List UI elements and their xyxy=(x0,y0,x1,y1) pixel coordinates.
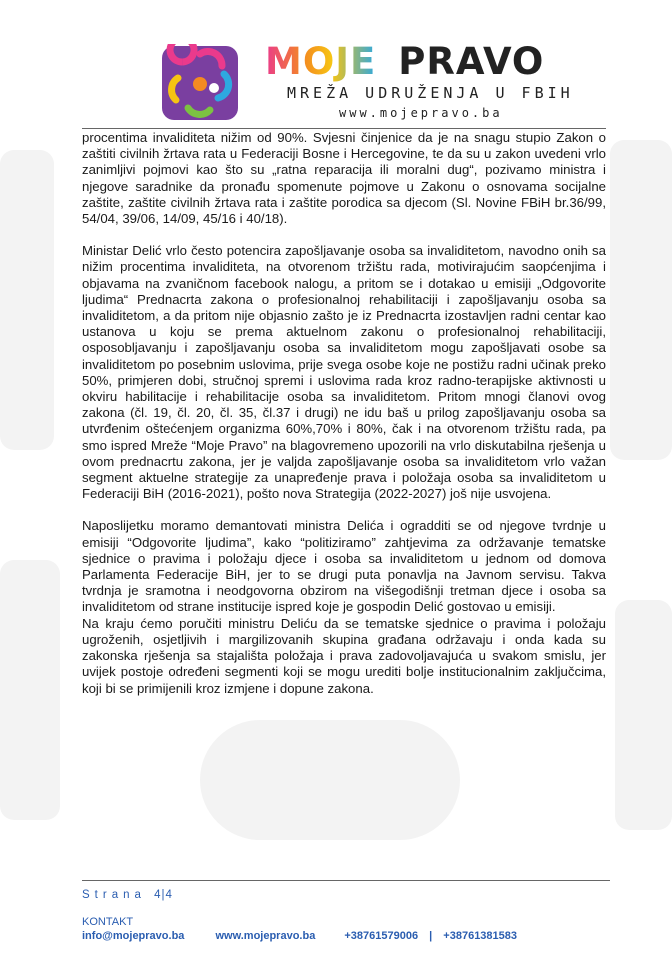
brand-name xyxy=(265,40,544,84)
page-number xyxy=(82,889,173,901)
watermark-shape xyxy=(200,720,460,840)
contact-separator: | xyxy=(429,930,433,942)
document-body xyxy=(82,130,606,697)
page-count: 4|4 xyxy=(154,889,173,901)
contact-phone-2[interactable]: +38761381583 xyxy=(443,930,518,942)
paragraph-4: Na kraju ćemo poručiti ministru Deliću da se tematske sjednice o pravima i položaju ugroženih, osjetljivih i margilizovanih skupina građana održavaju i onda kada su zakonska rješenja sa stajališta položaja i prava zadovoljavajuća u svakom smislu, jer uvijek postoje određeni segmenti koji se mogu urediti bolje institucionalnim zaključcima, koji bi se primijenili kroz izmjene i dopune zakona. xyxy=(82,615,606,696)
page-label: Strana xyxy=(82,889,146,901)
watermark-shape xyxy=(610,140,672,460)
brand-part-pravo: PRAVO xyxy=(398,40,545,83)
watermark-shape xyxy=(0,150,54,450)
contact-email[interactable]: info@mojepravo.ba xyxy=(82,930,185,942)
header-divider xyxy=(82,128,606,129)
watermark-shape xyxy=(0,560,60,820)
contact-line xyxy=(82,930,517,942)
brand-part-moje: MOJE xyxy=(265,40,377,83)
watermark-shape xyxy=(615,600,672,830)
contact-website[interactable]: www.mojepravo.ba xyxy=(215,930,316,942)
paragraph-2: Ministar Delić vrlo često potencira zapošljavanje osoba sa invaliditetom, navodno onih sa nižim procentima invaliditeta, na otvorenom tržištu rada, motivirajućim saopćenjima i objavama na zvaničnom facebook nalogu, a pritom se i dotakao u emisiji „Odgovorite ljudima“ Prednacrta zakona o profesionalnoj rehabilitaciji i zapošljavanju osoba sa invaliditetom, a da pritom nije objasnio zašto je iz Prednacrta izostavljen radni centar kao ustanova u koju se prema aktuelnom zakonu o profesionalnoj rehabilitaciji, osposobljavanju i zapošljavanju osoba sa invaliditetom mogu zapošljavati osobe sa invaliditetom po posebnim uslovima, prije svega osobe koje ne postižu radni učinak preko 50%, primjeren dobi, stručnoj spremi i uslovima rada kroz radno-terapijske aktivnosti u okviru habilitacije i rehabilitacije osoba sa invaliditetom. Pritom mnogi članovi ovog zakona (čl. 19, čl. 20, čl. 35, čl.37 i drugi) ne idu baš u prilog zapošljavanju osoba sa utvrđenim oštećenjem organizma 60%,70% i 80%, čak i na otvorenom tržištu rada, pa smo ispred Mreže “Moje Pravo” na blagovremeno upozorili na vrlo diskutabilna rješenja u ovom prednacrtu zakona, jer je valjda zapošljavanje osoba sa invaliditetom vrlo važan segment aktuelne strategije za unapređenje prava i položaja osoba sa invaliditetom u Federaciji BiH (2016-2021), pošto nova Strategija (2022-2027) još nije usvojena. xyxy=(82,243,606,502)
letterhead xyxy=(0,0,672,130)
brand-tagline: MREŽA UDRUŽENJA U FBIH xyxy=(287,84,574,102)
moje-pravo-logo-icon xyxy=(160,44,240,122)
footer-divider xyxy=(82,880,610,881)
contact-phone-1[interactable]: +38761579006 xyxy=(344,930,419,942)
contact-heading: KONTAKT xyxy=(82,916,134,928)
paragraph-1: procentima invaliditeta nižim od 90%. Svjesni činjenice da je na snagu stupio Zakon o zaštiti civilnih žrtava rata u Federaciji Bosne i Hercegovine, te da su u zakon uvedeni vrlo zanimljivi pojmovi kao što su „ratna reparacija ili moralni dug“, pozivamo ministra i njegove saradnike da pronađu spomenute pojmove u Zakonu o osnovama socijalne zaštite, zaštite civilnih žrtava rata i zaštite porodica sa djecom (Sl. Novine FBiH br.36/99, 54/04, 39/06, 14/09, 45/16 i 40/18). xyxy=(82,130,606,227)
header-website: www.mojepravo.ba xyxy=(339,106,503,120)
paragraph-3: Naposlijetku moramo demantovati ministra Delića i ogradditi se od njegove tvrdnje u emisiji “Odgovorite ljudima”, kako “politiziramo” zahtjevima za održavanje tematske sjednice o pravima i položaju djece i osoba sa invaliditetom u jednom od domova Parlamenta Federacije BiH, jer to se drugi puta ponavlja na Javnom servisu. Takva tvrdnja je sramotna i neodgovorna obzirom na višegodišnji tretman djece i osoba sa invaliditetom od strane institucije ispred koje je gospodin Delić gostovao u emisiji. xyxy=(82,518,606,615)
